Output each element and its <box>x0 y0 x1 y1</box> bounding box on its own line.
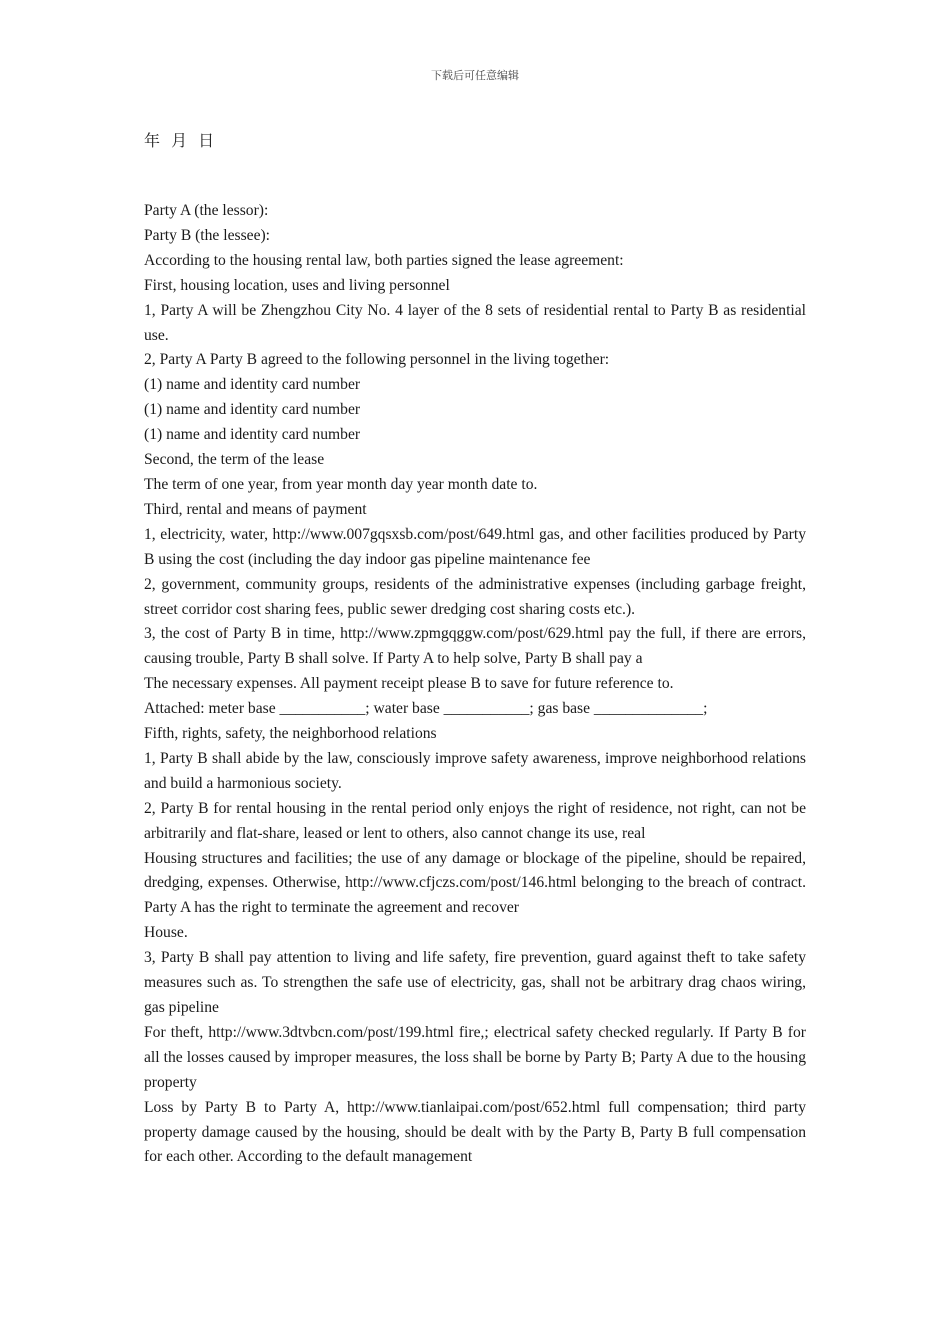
paragraph: 2, government, community groups, residents of the administrative expenses (including garbage freight, street corridor cost sharing fees, public sewer dredging cost sharing costs etc.). <box>144 575 806 618</box>
paragraph: According to the housing rental law, both parties signed the lease agreement: <box>144 251 624 269</box>
section-heading: Third, rental and means of payment <box>144 500 367 518</box>
page-header-note: 下载后可任意编辑 <box>431 69 519 82</box>
paragraph: 3, Party B shall pay attention to living and life safety, fire prevention, guard against theft to take safety measures such as. To strengthen the safe use of electricity, gas, shall not be arbitrary drag chaos wiring, gas pipeline <box>144 949 806 1016</box>
paragraph: Party A (the lessor): <box>144 202 269 219</box>
section-heading: Second, the term of the lease <box>144 451 325 469</box>
paragraph: The term of one year, from year month day year month date to. <box>144 475 538 493</box>
paragraph: 1, Party A will be Zhengzhou City No. 4 layer of the 8 sets of residential rental to Party B as residential use. <box>144 301 806 344</box>
date-line: 年 月 日 <box>144 131 218 150</box>
paragraph: (1) name and identity card number <box>144 401 361 419</box>
paragraph: 2, Party B for rental housing in the rental period only enjoys the right of residence, not right, can not be arbitrarily and flat-share, leased or lent to others, also cannot change its use, real <box>144 799 806 842</box>
section-heading: First, housing location, uses and living personnel <box>144 276 450 294</box>
paragraph: Loss by Party B to Party A, http://www.tianlaipai.com/post/652.html full compensation; third party property damage caused by the housing, should be dealt with by the Party B, Party B full compensation for each other. According to the default management <box>144 1098 806 1166</box>
paragraph: Housing structures and facilities; the use of any damage or blockage of the pipeline, should be repaired, dredging, expenses. Otherwise, http://www.cfjczs.com/post/146.html belonging to the breach of contract. Party A has the right to terminate the agreement and recover <box>144 849 806 917</box>
section-heading: Fifth, rights, safety, the neighborhood relations <box>144 725 437 743</box>
paragraph: (1) name and identity card number <box>144 426 361 444</box>
paragraph: Attached: meter base ___________; water base ___________; gas base ______________; <box>144 700 708 718</box>
paragraph: (1) name and identity card number <box>144 376 361 394</box>
paragraph: 1, electricity, water, http://www.007gqsxsb.com/post/649.html gas, and other facilities produced by Party B using the cost (including the day indoor gas pipeline maintenance fee <box>144 525 806 568</box>
paragraph: 2, Party A Party B agreed to the following personnel in the living together: <box>144 351 610 369</box>
paragraph: For theft, http://www.3dtvbcn.com/post/199.html fire,; electrical safety checked regularly. If Party B for all the losses caused by improper measures, the loss shall be borne by Party B; Party A due to the housing property <box>144 1023 806 1091</box>
paragraph: The necessary expenses. All payment receipt please B to save for future reference to. <box>144 675 674 693</box>
paragraph: House. <box>144 924 188 942</box>
paragraph: 1, Party B shall abide by the law, consciously improve safety awareness, improve neighborhood relations and build a harmonious society. <box>144 749 806 792</box>
paragraph: Party B (the lessee): <box>144 226 271 244</box>
paragraph: 3, the cost of Party B in time, http://www.zpmgqggw.com/post/629.html pay the full, if there are errors, causing trouble, Party B shall solve. If Party A to help solve, Party B shall pay a <box>144 625 806 668</box>
document-body <box>144 199 806 1170</box>
